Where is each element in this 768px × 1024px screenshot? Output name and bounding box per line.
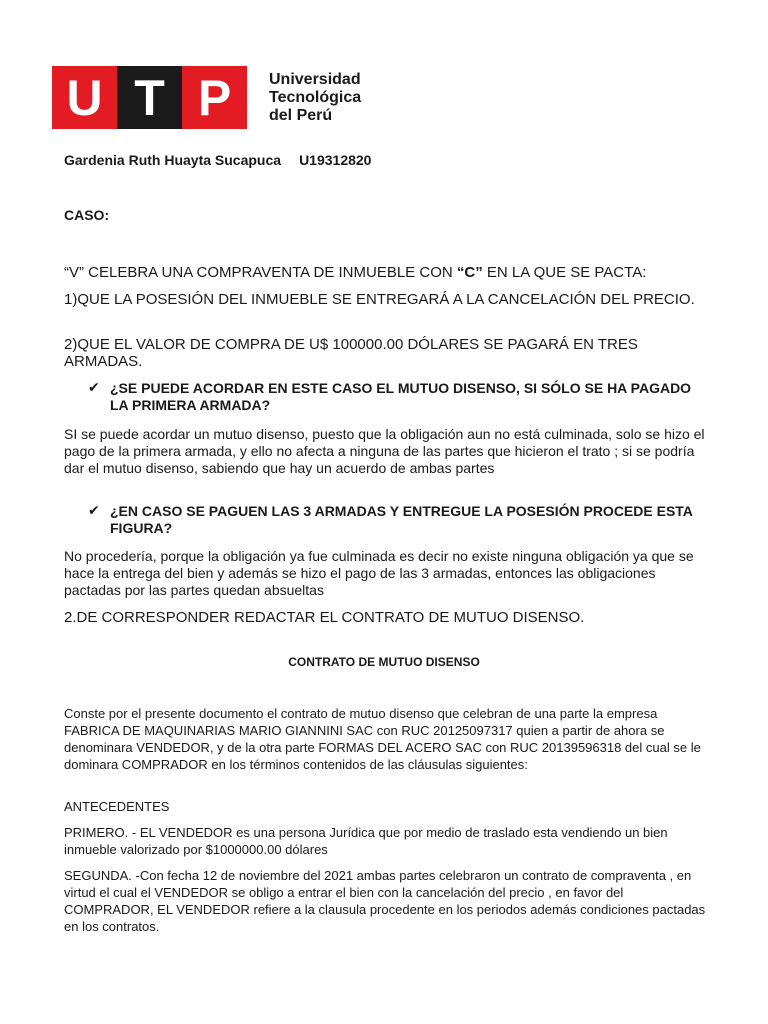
contract-intro: Conste por el presente documento el contrato de mutuo disenso que celebran de una parte la empresa FABRICA DE MAQUINARIAS MARIO GIANNINI SAC con RUC 20125097317 quien a partir de ahora se denominara VENDEDOR, y de la otra parte FORMAS DEL ACERO SAC con RUC 20139596318 del cual se le dominara COMPRADOR en los términos contenidos de las cláusulas siguientes: <box>64 706 701 772</box>
case-intro-party: “C” <box>456 264 483 281</box>
author-name: Gardenia Ruth Huayta Sucapuca <box>64 152 282 168</box>
university-name <box>269 66 361 129</box>
university-name-line-2: Tecnológica <box>269 88 362 106</box>
logo-letter-p: P <box>182 66 247 129</box>
answer-2: No procedería, porque la obligación ya fue culminada es decir no existe ninguna obligación ya que se hace la entrega del bien y además se hizo el pago de las 3 armadas, entonces las obligaciones pactadas por las partes quedan absueltas <box>64 548 694 598</box>
answer-1: SI se puede acordar un mutuo disenso, puesto que la obligación aun no está culminada, solo se hizo el pago de la primera armada, y ello no afecta a ninguna de las partes que hicieron el trato ; si se podría dar el mutuo disenso, sabiendo que hay un acuerdo de ambas partes <box>64 426 705 476</box>
case-point-3: 2.DE CORRESPONDER REDACTAR EL CONTRATO DE MUTUO DISENSO. <box>64 609 585 626</box>
case-intro <box>64 264 708 281</box>
case-heading: CASO: <box>64 207 110 223</box>
case-point-2: 2)QUE EL VALOR DE COMPRA DE U$ 100000.00 DÓLARES SE PAGARÁ EN TRES ARMADAS. <box>64 336 638 370</box>
logo-letter-u: U <box>52 66 117 129</box>
case-point-1: 1)QUE LA POSESIÓN DEL INMUEBLE SE ENTREGARÁ A LA CANCELACIÓN DEL PRECIO. <box>64 291 695 308</box>
question-1 <box>88 380 708 414</box>
antecedentes-heading: ANTECEDENTES <box>64 799 170 814</box>
question-2-text: ¿EN CASO SE PAGUEN LAS 3 ARMADAS Y ENTREGUE LA POSESIÓN PROCEDE ESTA FIGURA? <box>110 503 693 536</box>
student-code: U19312820 <box>299 152 372 168</box>
question-2 <box>88 503 708 537</box>
logo-letter-t: T <box>117 66 182 129</box>
utp-logo <box>52 66 361 129</box>
case-intro-text: “V” CELEBRA UNA COMPRAVENTA DE INMUEBLE CON <box>64 264 457 281</box>
clause-primero: PRIMERO. - EL VENDEDOR es una persona Jurídica que por medio de traslado esta vendiendo un bien inmueble valorizado por $1000000.00 dólares <box>64 825 668 857</box>
checkmark-icon: ✔ <box>88 503 100 519</box>
question-1-text: ¿SE PUEDE ACORDAR EN ESTE CASO EL MUTUO DISENSO, SI SÓLO SE HA PAGADO LA PRIMERA ARMADA? <box>110 380 692 413</box>
university-name-line-1: Universidad <box>269 70 361 88</box>
case-intro-tail: EN LA QUE SE PACTA: <box>482 264 647 281</box>
university-name-line-3: del Perú <box>269 106 333 124</box>
clause-segunda: SEGUNDA. -Con fecha 12 de noviembre del 2021 ambas partes celebraron un contrato de compraventa , en virtud el cual el VENDEDOR se obligo a entrar el bien con la cancelación del precio , en favor del COMPRADOR, EL VENDEDOR refiere a la clausula procedente en los periodos además condiciones pactadas en los contratos. <box>64 868 706 934</box>
contract-title: CONTRATO DE MUTUO DISENSO <box>288 655 480 669</box>
checkmark-icon: ✔ <box>88 380 100 396</box>
author-line <box>64 152 708 168</box>
